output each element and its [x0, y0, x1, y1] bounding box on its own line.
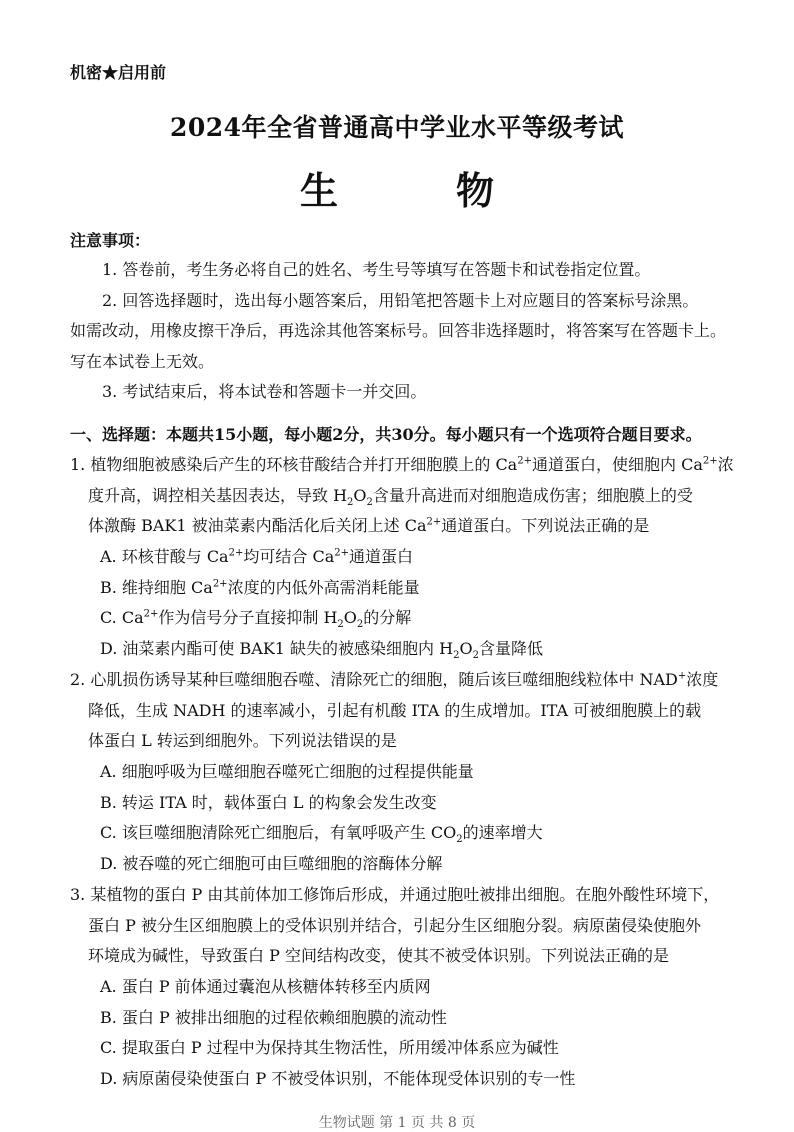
- confidential-label: 机密★启用前: [70, 63, 167, 82]
- question-1-stem: 1. 植物细胞被感染后产生的环核苷酸结合并打开细胞膜上的 $Ca^{2+}$通道蛋白，使细胞内 $Ca^{2+}$浓: [70, 455, 734, 474]
- question-3-option-a: A. 蛋白 P 前体通过囊泡从核糖体转移至内质网: [100, 977, 431, 996]
- question-1-stem: 体激酶 BAK1 被油菜素内酯活化后关闭上述 $Ca^{2+}$通道蛋白。下列说法正确的是: [88, 516, 650, 535]
- notice-heading: 注意事项：: [70, 231, 151, 250]
- question-3-option-c: C. 提取蛋白 P 过程中为保持其生物活性，所用缓冲体系应为碱性: [100, 1038, 559, 1057]
- question-2-option-d: D. 被吞噬的死亡细胞可由巨噬细胞的溶酶体分解: [100, 854, 443, 873]
- question-2-stem: 2. 心肌损伤诱导某种巨噬细胞吞噬、清除死亡的细胞，随后该巨噬细胞线粒体中 NAD+浓度: [70, 670, 719, 689]
- question-3-stem: 蛋白 P 被分生区细胞膜上的受体识别并结合，引起分生区细胞分裂。病原菌侵染使胞外: [88, 916, 701, 935]
- question-2-option-a: A. 细胞呼吸为巨噬细胞吞噬死亡细胞的过程提供能量: [100, 762, 474, 781]
- question-1-option-a: A. 环核苷酸与 $Ca^{2+}$均可结合 $Ca^{2+}$通道蛋白: [100, 547, 413, 566]
- question-3-stem: 3. 某植物的蛋白 P 由其前体加工修饰后形成，并通过胞吐被排出细胞。在胞外酸性环境下，: [70, 885, 720, 904]
- question-1-option-c: C. $Ca^{2+}$作为信号分子直接抑制 $H_2O_2$的分解: [100, 608, 412, 631]
- question-2-stem: 体蛋白 L 转运到细胞外。下列说法错误的是: [88, 731, 397, 750]
- question-3-option-b: B. 蛋白 P 被排出细胞的过程依赖细胞膜的流动性: [100, 1008, 447, 1027]
- question-3-stem: 环境成为碱性，导致蛋白 P 空间结构改变，使其不被受体识别。下列说法正确的是: [88, 946, 669, 965]
- question-2-option-c: C. 该巨噬细胞清除死亡细胞后，有氧呼吸产生 $CO_2$的速率增大: [100, 823, 543, 846]
- section-heading: 一、选择题：本题共15小题，每小题2分，共30分。每小题只有一个选项符合题目要求。: [70, 425, 702, 444]
- notice-item-2-cont: 写在本试卷上无效。: [70, 352, 215, 371]
- question-2-option-b: B. 转运 ITA 时，载体蛋白 L 的构象会发生改变: [100, 793, 437, 812]
- question-1-option-b: B. 维持细胞 $Ca^{2+}$浓度的内低外高需消耗能量: [100, 578, 420, 597]
- notice-item-2: 2. 回答选择题时，选出每小题答案后，用铅笔把答题卡上对应题目的答案标号涂黑。: [102, 291, 699, 310]
- subject-title: 生 物: [299, 168, 534, 213]
- question-1-stem: 度升高，调控相关基因表达，导致 $H_2O_2$含量升高进而对细胞造成伤害；细胞膜上的受: [88, 486, 693, 509]
- page-footer: 生物试题 第 1 页 共 8 页: [318, 1115, 476, 1131]
- notice-item-2-cont: 如需改动，用橡皮擦干净后，再选涂其他答案标号。回答非选择题时，将答案写在答题卡上。: [70, 321, 727, 340]
- exam-title: 2024年全省普通高中学业水平等级考试: [169, 113, 625, 142]
- notice-item-3: 3. 考试结束后，将本试卷和答题卡一并交回。: [102, 382, 427, 401]
- notice-item-1: 1. 答卷前，考生务必将自己的姓名、考生号等填写在答题卡和试卷指定位置。: [102, 260, 651, 279]
- question-2-stem: 降低，生成 NADH 的速率减小，引起有机酸 ITA 的生成增加。ITA 可被细胞膜上的载: [88, 701, 702, 720]
- question-1-option-d: D. 油菜素内酯可使 BAK1 缺失的被感染细胞内 $H_2O_2$含量降低: [100, 639, 543, 662]
- question-3-option-d: D. 病原菌侵染使蛋白 P 不被受体识别，不能体现受体识别的专一性: [100, 1069, 576, 1088]
